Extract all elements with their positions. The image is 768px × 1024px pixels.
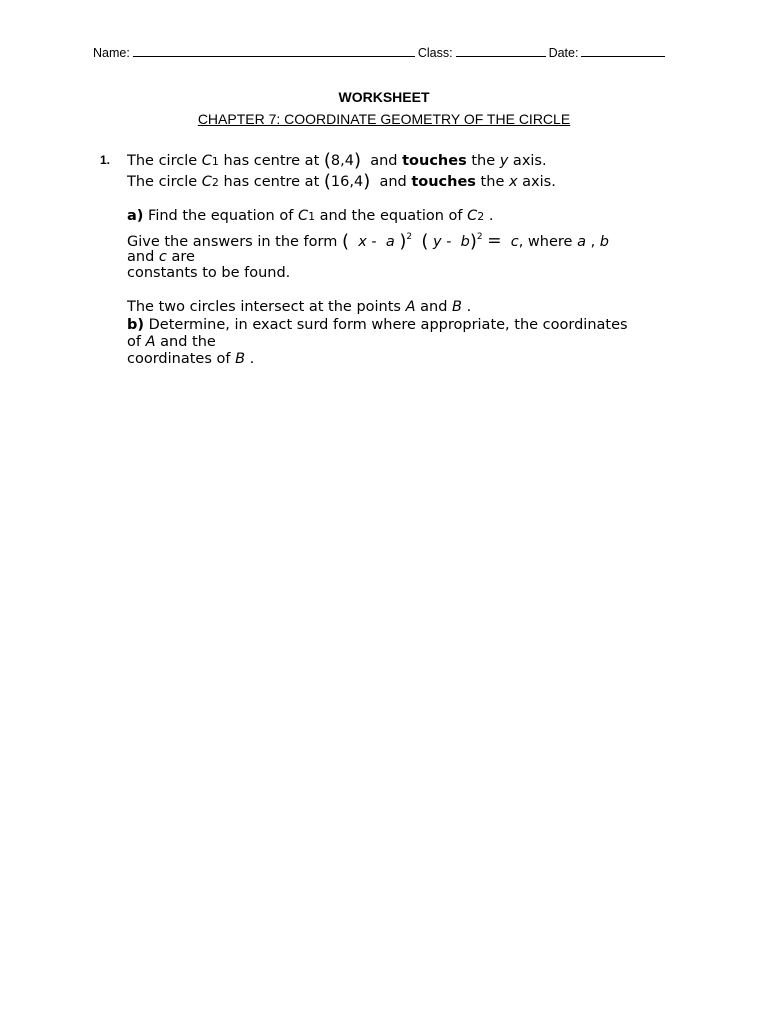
- circle-c1: C: [201, 153, 212, 169]
- class-label: Class:: [417, 46, 453, 60]
- worksheet-title: WORKSHEET: [338, 89, 430, 105]
- equation-form-line: Give the answers in the form ( x - a )$^2$ ( y - b)$^2$ = c, where a , b: [127, 231, 610, 252]
- part-b-label: b): [127, 317, 145, 333]
- chapter-subtitle: CHAPTER 7: COORDINATE GEOMETRY OF THE CIRCLE: [197, 111, 571, 127]
- date-label: Date:: [548, 46, 579, 60]
- part-b-line-3: coordinates of B .: [127, 351, 255, 367]
- constants-line-1: and c are: [127, 249, 195, 265]
- part-b-line: b) Determine, in exact surd form where appropriate, the coordinates: [127, 317, 628, 333]
- class-blank[interactable]: [456, 44, 546, 57]
- header-fields: [93, 44, 668, 60]
- circle-c2: C: [201, 174, 212, 190]
- part-a-label: a): [127, 208, 144, 224]
- part-b-line-2: of A and the: [127, 334, 216, 350]
- intersect-line: The two circles intersect at the points A and B .: [127, 299, 472, 315]
- name-blank[interactable]: [133, 44, 415, 57]
- question-line-2: The circle C2 has centre at (16,4) and touches the x axis.: [127, 171, 556, 192]
- date-blank[interactable]: [581, 44, 665, 57]
- question-line-1: The circle C1 has centre at (8,4) and touches the y axis.: [127, 150, 547, 171]
- part-a-line: a) Find the equation of C1 and the equation of C2 .: [127, 208, 494, 224]
- constants-line-2: constants to be found.: [127, 265, 291, 281]
- centre-c2: 16,4: [330, 174, 364, 190]
- question-number: 1.: [100, 153, 111, 167]
- name-label: Name:: [93, 46, 130, 60]
- centre-c1: 8,4: [330, 153, 354, 169]
